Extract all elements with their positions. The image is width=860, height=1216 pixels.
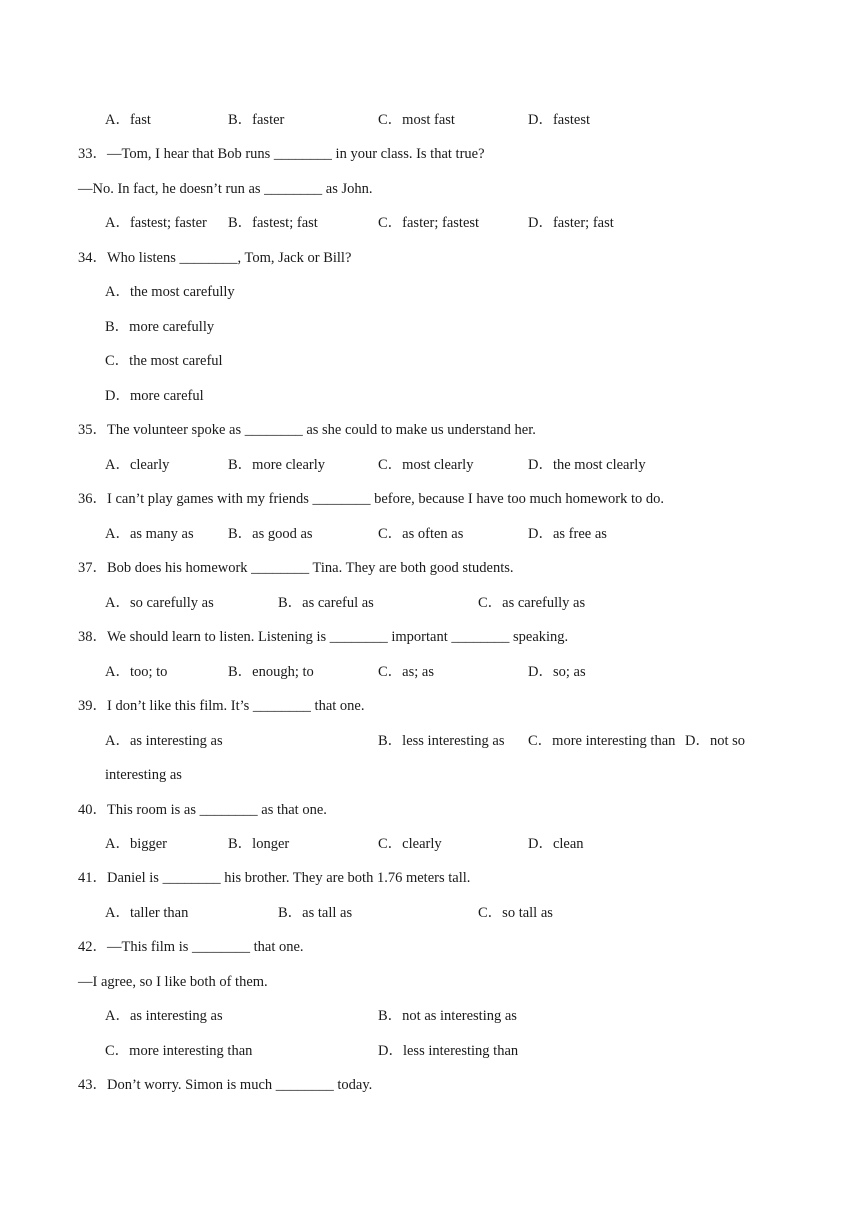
q34-option-d: D．more careful <box>105 388 204 404</box>
q32-option-b: B．faster <box>228 112 285 128</box>
q41-option-a: A．taller than <box>105 905 189 921</box>
q40-option-c: C．clearly <box>378 836 442 852</box>
q33-option-b: B．fastest; fast <box>228 215 318 231</box>
q40-option-d: D．clean <box>528 836 584 852</box>
q39-stem: 39．I don’t like this film. It’s ________ that one. <box>78 698 365 714</box>
q34-option-a: A．the most carefully <box>105 284 235 300</box>
q40-stem: 40．This room is as ________ as that one. <box>78 802 327 818</box>
q36-option-d: D．as free as <box>528 526 607 542</box>
q33-option-d: D．faster; fast <box>528 215 614 231</box>
q33-stem: 33．—Tom, I hear that Bob runs ________ in your class. Is that true? <box>78 146 485 162</box>
q33-option-a: A．fastest; faster <box>105 215 207 231</box>
q40-option-a: A．bigger <box>105 836 168 852</box>
q34-option-c: C．the most careful <box>105 353 223 369</box>
q35-option-a: A．clearly <box>105 457 170 473</box>
q42-stem: 42．—This film is ________ that one. <box>78 939 304 955</box>
q39-option-a: A．as interesting as <box>105 733 223 749</box>
q36-option-b: B．as good as <box>228 526 313 542</box>
q37-option-b: B．as careful as <box>278 595 374 611</box>
q39-option-c: C．more interesting than <box>528 733 676 749</box>
q35-option-b: B．more clearly <box>228 457 326 473</box>
q38-option-a: A．too; to <box>105 664 168 680</box>
q37-stem: 37．Bob does his homework ________ Tina. They are both good students. <box>78 560 514 576</box>
q35-stem: 35．The volunteer spoke as ________ as she could to make us understand her. <box>78 422 536 438</box>
q34-option-b: B．more carefully <box>105 319 215 335</box>
q33-option-c: C．faster; fastest <box>378 215 480 231</box>
q41-option-c: C．so tall as <box>478 905 553 921</box>
q37-option-c: C．as carefully as <box>478 595 586 611</box>
q42-option-a: A．as interesting as <box>105 1008 223 1024</box>
q37-option-a: A．so carefully as <box>105 595 214 611</box>
q38-option-c: C．as; as <box>378 664 434 680</box>
q41-option-b: B．as tall as <box>278 905 353 921</box>
q35-option-c: C．most clearly <box>378 457 474 473</box>
q43-stem: 43．Don’t worry. Simon is much ________ today. <box>78 1077 373 1093</box>
q41-stem: 41．Daniel is ________ his brother. They are both 1.76 meters tall. <box>78 870 471 886</box>
q33-stem-reply: —No. In fact, he doesn’t run as ________ as John. <box>78 181 373 197</box>
q36-stem: 36．I can’t play games with my friends ________ before, because I have too much homework to do. <box>78 491 665 507</box>
q38-option-d: D．so; as <box>528 664 586 680</box>
q40-option-b: B．longer <box>228 836 290 852</box>
q34-stem: 34．Who listens ________, Tom, Jack or Bill? <box>78 250 352 266</box>
q32-option-d: D．fastest <box>528 112 591 128</box>
q39-option-b: B．less interesting as <box>378 733 505 749</box>
q38-option-b: B．enough; to <box>228 664 314 680</box>
q42-option-b: B．not as interesting as <box>378 1008 517 1024</box>
q35-option-d: D．the most clearly <box>528 457 646 473</box>
q32-option-c: C．most fast <box>378 112 455 128</box>
q38-stem: 38．We should learn to listen. Listening is ________ important ________ speaking. <box>78 629 569 645</box>
q42-option-d: D．less interesting than <box>378 1043 519 1059</box>
q42-stem-reply: —I agree, so I like both of them. <box>78 974 268 990</box>
q36-option-a: A．as many as <box>105 526 194 542</box>
q36-option-c: C．as often as <box>378 526 464 542</box>
q39-option-d-continued: interesting as <box>105 767 182 783</box>
q42-option-c: C．more interesting than <box>105 1043 253 1059</box>
q32-option-a: A．fast <box>105 112 151 128</box>
q39-option-d: D．not so <box>685 733 746 749</box>
